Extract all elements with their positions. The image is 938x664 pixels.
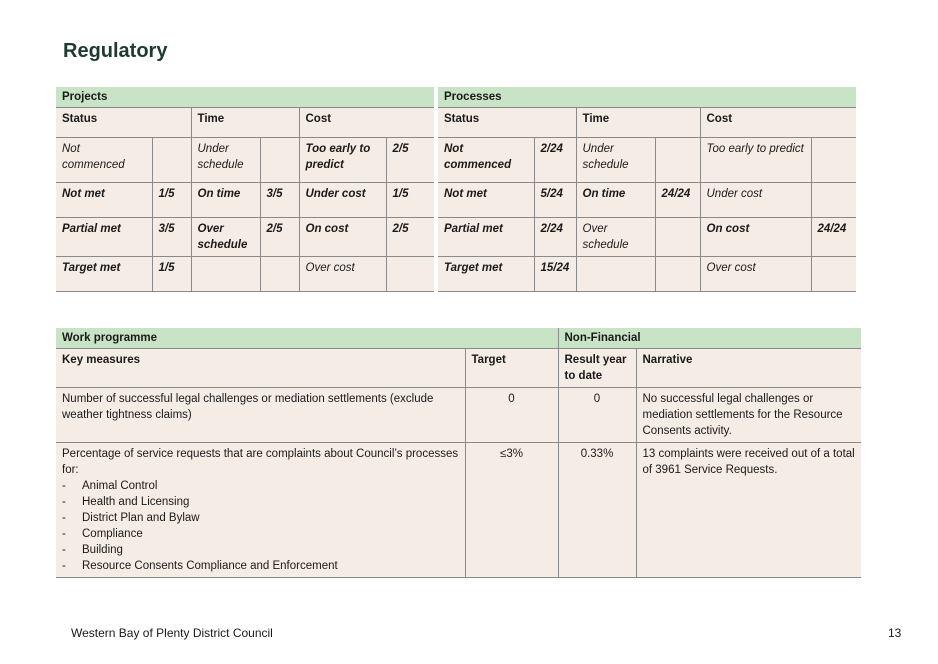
table-cell: Over schedule (191, 218, 260, 257)
table-cell: Too early to predict (700, 138, 811, 183)
table-cell (260, 257, 299, 292)
table-cell: Target met (56, 257, 152, 292)
measure-text: Percentage of service requests that are complaints about Council’s processes for: (62, 448, 459, 476)
table-cell: Over cost (299, 257, 386, 292)
service-list (62, 478, 459, 574)
table-cell: Under schedule (191, 138, 260, 183)
table-cell: On cost (700, 218, 811, 257)
table-cell: 24/24 (811, 218, 856, 257)
col-target: Target (465, 349, 558, 388)
table-cell (576, 257, 655, 292)
non-financial-heading: Non-Financial (558, 328, 861, 349)
projects-col-time: Time (191, 108, 299, 138)
projects-heading: Projects (56, 87, 434, 108)
work-programme-heading: Work programme (56, 328, 558, 349)
narrative-cell: No successful legal challenges or mediation settlements for the Resource Consents activity. (636, 388, 861, 443)
table-cell (655, 218, 700, 257)
page-number: 13 (888, 626, 902, 640)
table-cell: Too early to predict (299, 138, 386, 183)
processes-heading: Processes (438, 87, 856, 108)
table-cell: 2/24 (534, 138, 576, 183)
table-cell: On time (576, 183, 655, 218)
list-item: - District Plan and Bylaw (62, 510, 459, 526)
table-cell: 24/24 (655, 183, 700, 218)
projects-col-status: Status (56, 108, 191, 138)
table-cell: 3/5 (152, 218, 191, 257)
col-narrative: Narrative (636, 349, 861, 388)
table-cell (152, 138, 191, 183)
table-cell (655, 138, 700, 183)
table-cell (260, 138, 299, 183)
work-programme-table (56, 328, 861, 578)
table-cell: Partial met (438, 218, 534, 257)
list-item: - Health and Licensing (62, 494, 459, 510)
projects-table (56, 87, 434, 292)
projects-col-cost: Cost (299, 108, 434, 138)
table-cell: 15/24 (534, 257, 576, 292)
table-cell: 3/5 (260, 183, 299, 218)
footer-organisation: Western Bay of Plenty District Council (71, 626, 273, 640)
table-cell: 1/5 (152, 183, 191, 218)
processes-col-status: Status (438, 108, 576, 138)
measure-cell (56, 443, 465, 578)
table-cell: Not met (56, 183, 152, 218)
table-cell (655, 257, 700, 292)
processes-col-time: Time (576, 108, 700, 138)
table-cell: 1/5 (152, 257, 191, 292)
table-cell: 2/5 (386, 218, 434, 257)
table-cell: Not met (438, 183, 534, 218)
result-cell: 0.33% (558, 443, 636, 578)
table-cell: On time (191, 183, 260, 218)
table-cell (811, 257, 856, 292)
table-cell: Over cost (700, 257, 811, 292)
table-cell: 2/24 (534, 218, 576, 257)
table-cell (386, 257, 434, 292)
table-cell: Under cost (700, 183, 811, 218)
target-cell: ≤3% (465, 443, 558, 578)
col-result: Result year to date (558, 349, 636, 388)
table-cell: 1/5 (386, 183, 434, 218)
table-cell: Target met (438, 257, 534, 292)
table-cell: Not commenced (438, 138, 534, 183)
processes-table (438, 87, 856, 292)
list-item: - Compliance (62, 526, 459, 542)
measure-cell: Number of successful legal challenges or mediation settlements (exclude weather tightness claims) (56, 388, 465, 443)
table-cell: Under cost (299, 183, 386, 218)
table-cell: Partial met (56, 218, 152, 257)
table-cell: 5/24 (534, 183, 576, 218)
table-cell (811, 138, 856, 183)
table-cell: Not commenced (56, 138, 152, 183)
list-item: - Resource Consents Compliance and Enforcement (62, 558, 459, 574)
table-cell: 2/5 (386, 138, 434, 183)
narrative-cell: 13 complaints were received out of a total of 3961 Service Requests. (636, 443, 861, 578)
target-cell: 0 (465, 388, 558, 443)
result-cell: 0 (558, 388, 636, 443)
table-cell: 2/5 (260, 218, 299, 257)
col-key-measures: Key measures (56, 349, 465, 388)
list-item: - Building (62, 542, 459, 558)
table-cell (811, 183, 856, 218)
list-item: - Animal Control (62, 478, 459, 494)
table-cell (191, 257, 260, 292)
page-title: Regulatory (63, 40, 168, 62)
table-cell: Over schedule (576, 218, 655, 257)
table-cell: On cost (299, 218, 386, 257)
processes-col-cost: Cost (700, 108, 856, 138)
table-cell: Under schedule (576, 138, 655, 183)
